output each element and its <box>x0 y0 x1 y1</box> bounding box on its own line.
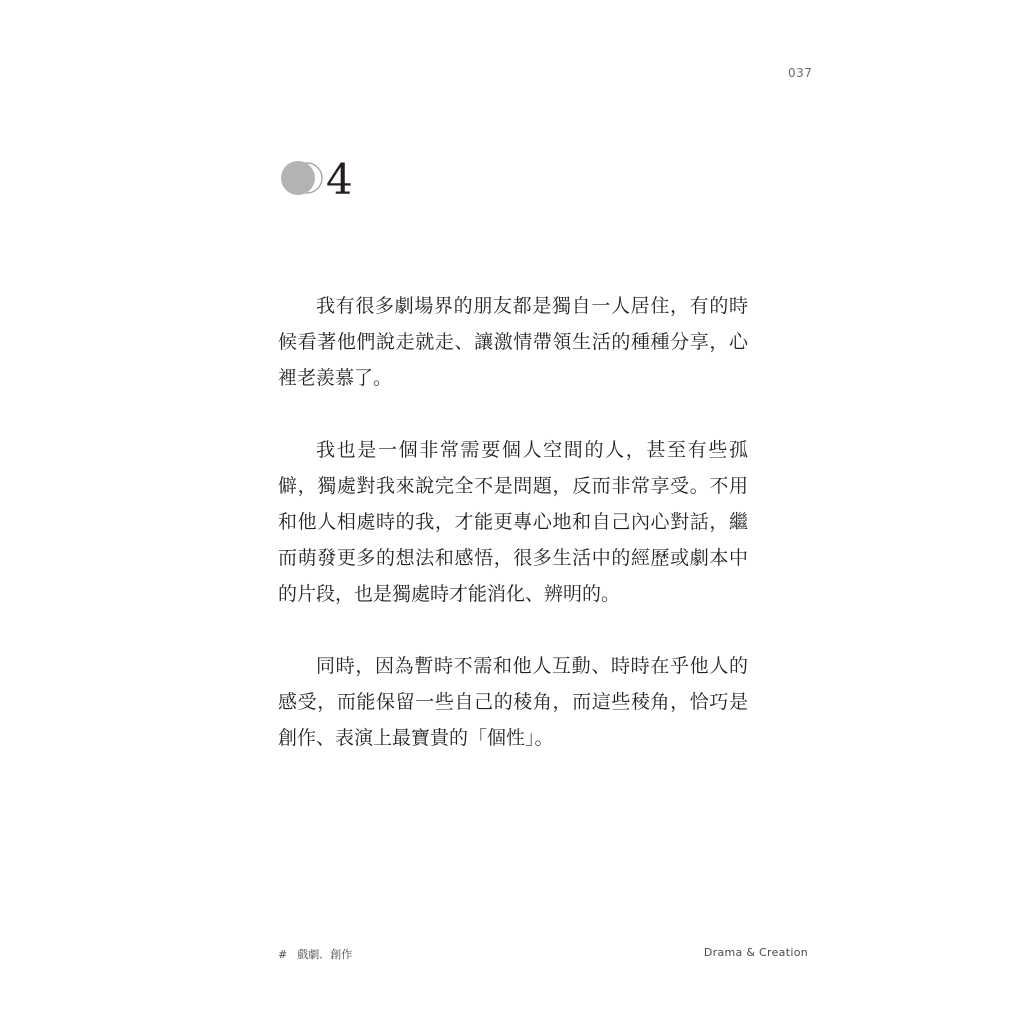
body-text <box>278 288 748 756</box>
footer-left <box>278 946 352 962</box>
footer-title-english: Drama & Creation <box>703 946 808 959</box>
paragraph-3: 同時，因為暫時不需和他人互動、時時在乎他人的感受，而能保留一些自己的稜角，而這些稜角，恰巧是創作、表演上最寶貴的「個性」。 <box>278 655 748 749</box>
paragraph-1: 我有很多劇場界的朋友都是獨自一人居住，有的時候看著他們說走就走、讓激情帶領生活的種種分享，心裡老羨慕了。 <box>278 295 748 389</box>
paragraph-2: 我也是一個非常需要個人空間的人，甚至有些孤僻，獨處對我來說完全不是問題，反而非常享受。不用和他人相處時的我，才能更專心地和自己內心對話，繼而萌發更多的想法和感悟，很多生活中的經歷或劇本中的片段，也是獨處時才能消化、辨明的。 <box>278 439 748 605</box>
chapter-circles-icon <box>280 160 324 196</box>
page-number: 037 <box>788 66 813 80</box>
chapter-number: 4 <box>326 155 353 204</box>
footer-title-chinese: 戲劇．創作 <box>297 948 353 961</box>
footer-hash: # <box>278 947 288 961</box>
